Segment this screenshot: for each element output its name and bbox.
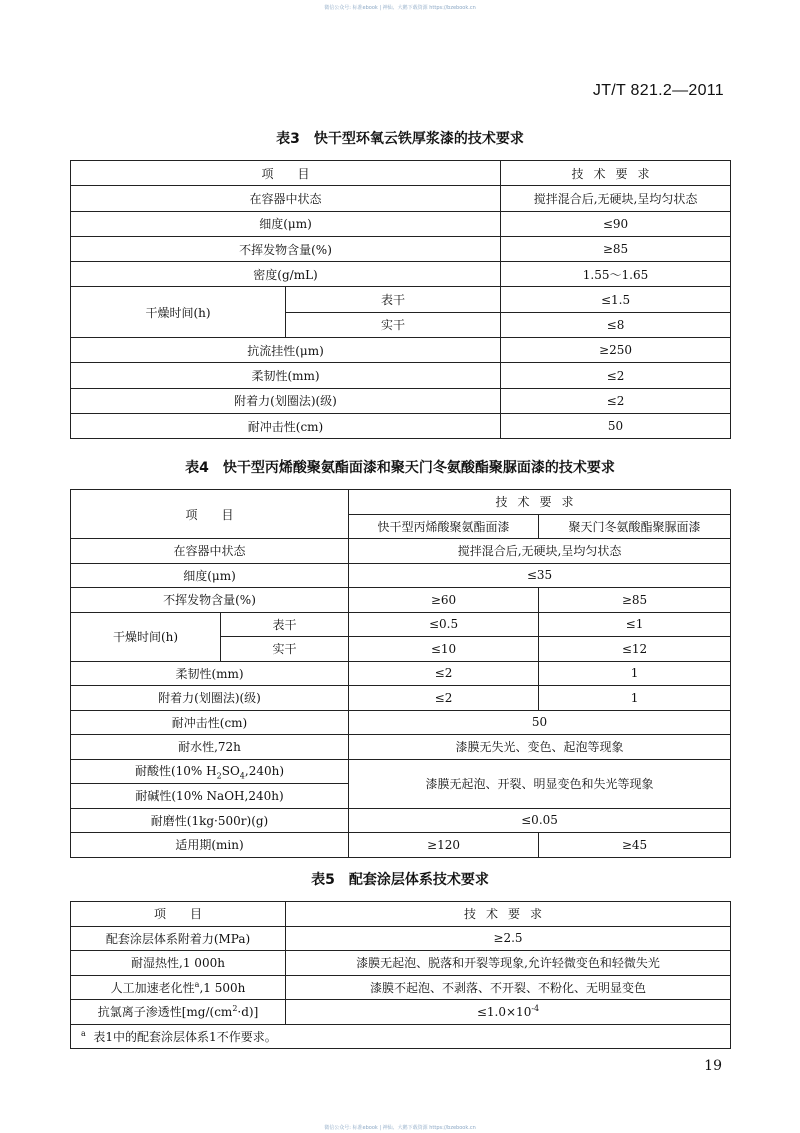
footnote xyxy=(71,1024,731,1049)
table4-caption: 表4 快干型丙烯酸聚氨酯面漆和聚天门冬氨酸酯聚脲面漆的技术要求 xyxy=(185,460,615,476)
table-row xyxy=(71,539,731,564)
requirement-value-a: ≤10 xyxy=(349,637,539,662)
header-item: 项 目 xyxy=(71,490,349,539)
table-row xyxy=(71,413,731,438)
requirement-value-a: ≤0.5 xyxy=(349,612,539,637)
chloride-sup: 2 xyxy=(232,1004,238,1014)
table4 xyxy=(70,489,731,858)
item-label: 耐冲击性(cm) xyxy=(71,710,349,735)
table3-caption: 表3 快干型环氧云铁厚浆漆的技术要求 xyxy=(276,131,524,147)
table-header-row xyxy=(71,161,731,186)
item-label: 细度(μm) xyxy=(71,211,501,236)
table-row xyxy=(71,338,731,363)
acid-text-2: SO xyxy=(221,764,240,779)
item-label: 附着力(划圈法)(级) xyxy=(71,388,501,413)
requirement-value: 1.55～1.65 xyxy=(501,262,731,287)
requirement-value-b: 1 xyxy=(539,686,731,711)
header-col-polyaspartic: 聚天门冬氨酸酯聚脲面漆 xyxy=(539,514,731,539)
aging-text-1: 人工加速老化性 xyxy=(110,980,195,995)
footnote-row xyxy=(71,1024,731,1049)
sub-item-label: 实干 xyxy=(221,637,349,662)
header-item: 项 目 xyxy=(71,902,286,927)
table-row xyxy=(71,612,731,637)
table-row xyxy=(71,833,731,858)
requirement-value-b: ≤1 xyxy=(539,612,731,637)
table-row xyxy=(71,186,731,211)
table5-caption: 表5 配套涂层体系技术要求 xyxy=(311,872,489,888)
watermark-top: 微信公众号: 标准ebook | 神仙、大鹅下载资源 https://bzebook.cn xyxy=(324,5,476,11)
requirement-value-b: ≥45 xyxy=(539,833,731,858)
table-header-row xyxy=(71,902,731,927)
item-label: 不挥发物含量(%) xyxy=(71,588,349,613)
requirement-value: ≥85 xyxy=(501,236,731,261)
requirement-value-a: ≤2 xyxy=(349,661,539,686)
requirement-value-b: 1 xyxy=(539,661,731,686)
sub-item-label: 表干 xyxy=(221,612,349,637)
item-label: 适用期(min) xyxy=(71,833,349,858)
acid-text-1: 耐酸性(10% H xyxy=(134,764,217,779)
item-label: 耐冲击性(cm) xyxy=(71,413,501,438)
item-label: 耐湿热性,1 000h xyxy=(71,951,286,976)
sub-item-label: 实干 xyxy=(286,312,501,337)
standard-code: JT/T 821.2—2011 xyxy=(592,82,724,99)
table-row xyxy=(71,211,731,236)
item-label: 配套涂层体系附着力(MPa) xyxy=(71,926,286,951)
requirement-value: ≤2 xyxy=(501,388,731,413)
item-label: 柔韧性(mm) xyxy=(71,363,501,388)
footnote-text: 表1中的配套涂层体系1不作要求。 xyxy=(93,1029,277,1044)
item-label-acid xyxy=(71,759,349,784)
table-row xyxy=(71,661,731,686)
item-label: 柔韧性(mm) xyxy=(71,661,349,686)
item-label-chloride xyxy=(71,1000,286,1025)
table-row xyxy=(71,710,731,735)
requirement-value-a: ≥120 xyxy=(349,833,539,858)
table-row xyxy=(71,926,731,951)
page-number: 19 xyxy=(704,1058,722,1074)
header-requirement: 技术要求 xyxy=(349,490,731,515)
table-row xyxy=(71,735,731,760)
requirement-value: 漆膜不起泡、不剥落、不开裂、不粉化、无明显变色 xyxy=(286,975,731,1000)
requirement-value: 漆膜无起泡、开裂、明显变色和失光等现象 xyxy=(349,759,731,808)
item-label: 不挥发物含量(%) xyxy=(71,236,501,261)
table3 xyxy=(70,160,731,439)
header-item: 项 目 xyxy=(71,161,501,186)
requirement-value: 搅拌混合后,无硬块,呈均匀状态 xyxy=(501,186,731,211)
requirement-value: ≥2.5 xyxy=(286,926,731,951)
table-row xyxy=(71,588,731,613)
requirement-value: ≥250 xyxy=(501,338,731,363)
chloride-req-exponent: -4 xyxy=(531,1004,540,1014)
item-label: 耐水性,72h xyxy=(71,735,349,760)
table-header-row xyxy=(71,490,731,515)
footnote-mark: a xyxy=(81,1028,86,1038)
item-label: 细度(μm) xyxy=(71,563,349,588)
requirement-value: ≤2 xyxy=(501,363,731,388)
table-row xyxy=(71,759,731,784)
requirement-value: ≤90 xyxy=(501,211,731,236)
item-label: 抗流挂性(μm) xyxy=(71,338,501,363)
requirement-value: 漆膜无起泡、脱落和开裂等现象,允许轻微变色和轻微失光 xyxy=(286,951,731,976)
requirement-value: 搅拌混合后,无硬块,呈均匀状态 xyxy=(349,539,731,564)
item-label: 耐碱性(10% NaOH,240h) xyxy=(71,784,349,809)
table-row xyxy=(71,236,731,261)
table-row xyxy=(71,363,731,388)
requirement-value: ≤35 xyxy=(349,563,731,588)
aging-footnote-mark: a xyxy=(194,979,200,989)
table-row xyxy=(71,287,731,312)
acid-sub-2: 4 xyxy=(239,771,245,781)
requirement-value-chloride xyxy=(286,1000,731,1025)
requirement-value-a: ≥60 xyxy=(349,588,539,613)
requirement-value-b: ≥85 xyxy=(539,588,731,613)
table5 xyxy=(70,901,731,1049)
table-row xyxy=(71,951,731,976)
table-row xyxy=(71,388,731,413)
sub-item-label: 表干 xyxy=(286,287,501,312)
item-label: 干燥时间(h) xyxy=(71,612,221,661)
acid-sub-1: 2 xyxy=(216,771,222,781)
aging-text-2: ,1 500h xyxy=(199,980,246,995)
requirement-value-b: ≤12 xyxy=(539,637,731,662)
requirement-value: ≤1.5 xyxy=(501,287,731,312)
item-label: 密度(g/mL) xyxy=(71,262,501,287)
chloride-text-1: 抗氯离子渗透性[mg/(cm xyxy=(97,1005,233,1020)
table-row xyxy=(71,686,731,711)
table-row xyxy=(71,262,731,287)
header-requirement: 技术要求 xyxy=(501,161,731,186)
table-row xyxy=(71,975,731,1000)
requirement-value: 50 xyxy=(501,413,731,438)
item-label: 在容器中状态 xyxy=(71,539,349,564)
item-label: 干燥时间(h) xyxy=(71,287,286,338)
chloride-req-text: ≤1.0×10 xyxy=(476,1005,532,1020)
item-label-aging xyxy=(71,975,286,1000)
header-requirement: 技术要求 xyxy=(286,902,731,927)
watermark-bottom: 微信公众号: 标准ebook | 神仙、大鹅下载资源 https://bzebook.cn xyxy=(324,1125,476,1131)
chloride-text-2: ·d)] xyxy=(237,1005,259,1020)
header-col-acrylic-pu: 快干型丙烯酸聚氨酯面漆 xyxy=(349,514,539,539)
table-row xyxy=(71,808,731,833)
item-label: 在容器中状态 xyxy=(71,186,501,211)
acid-text-3: ,240h) xyxy=(244,764,285,779)
requirement-value: 漆膜无失光、变色、起泡等现象 xyxy=(349,735,731,760)
item-label: 附着力(划圈法)(级) xyxy=(71,686,349,711)
requirement-value: ≤8 xyxy=(501,312,731,337)
requirement-value: 50 xyxy=(349,710,731,735)
requirement-value: ≤0.05 xyxy=(349,808,731,833)
requirement-value-a: ≤2 xyxy=(349,686,539,711)
table-row xyxy=(71,1000,731,1025)
table-row xyxy=(71,563,731,588)
item-label: 耐磨性(1kg·500r)(g) xyxy=(71,808,349,833)
